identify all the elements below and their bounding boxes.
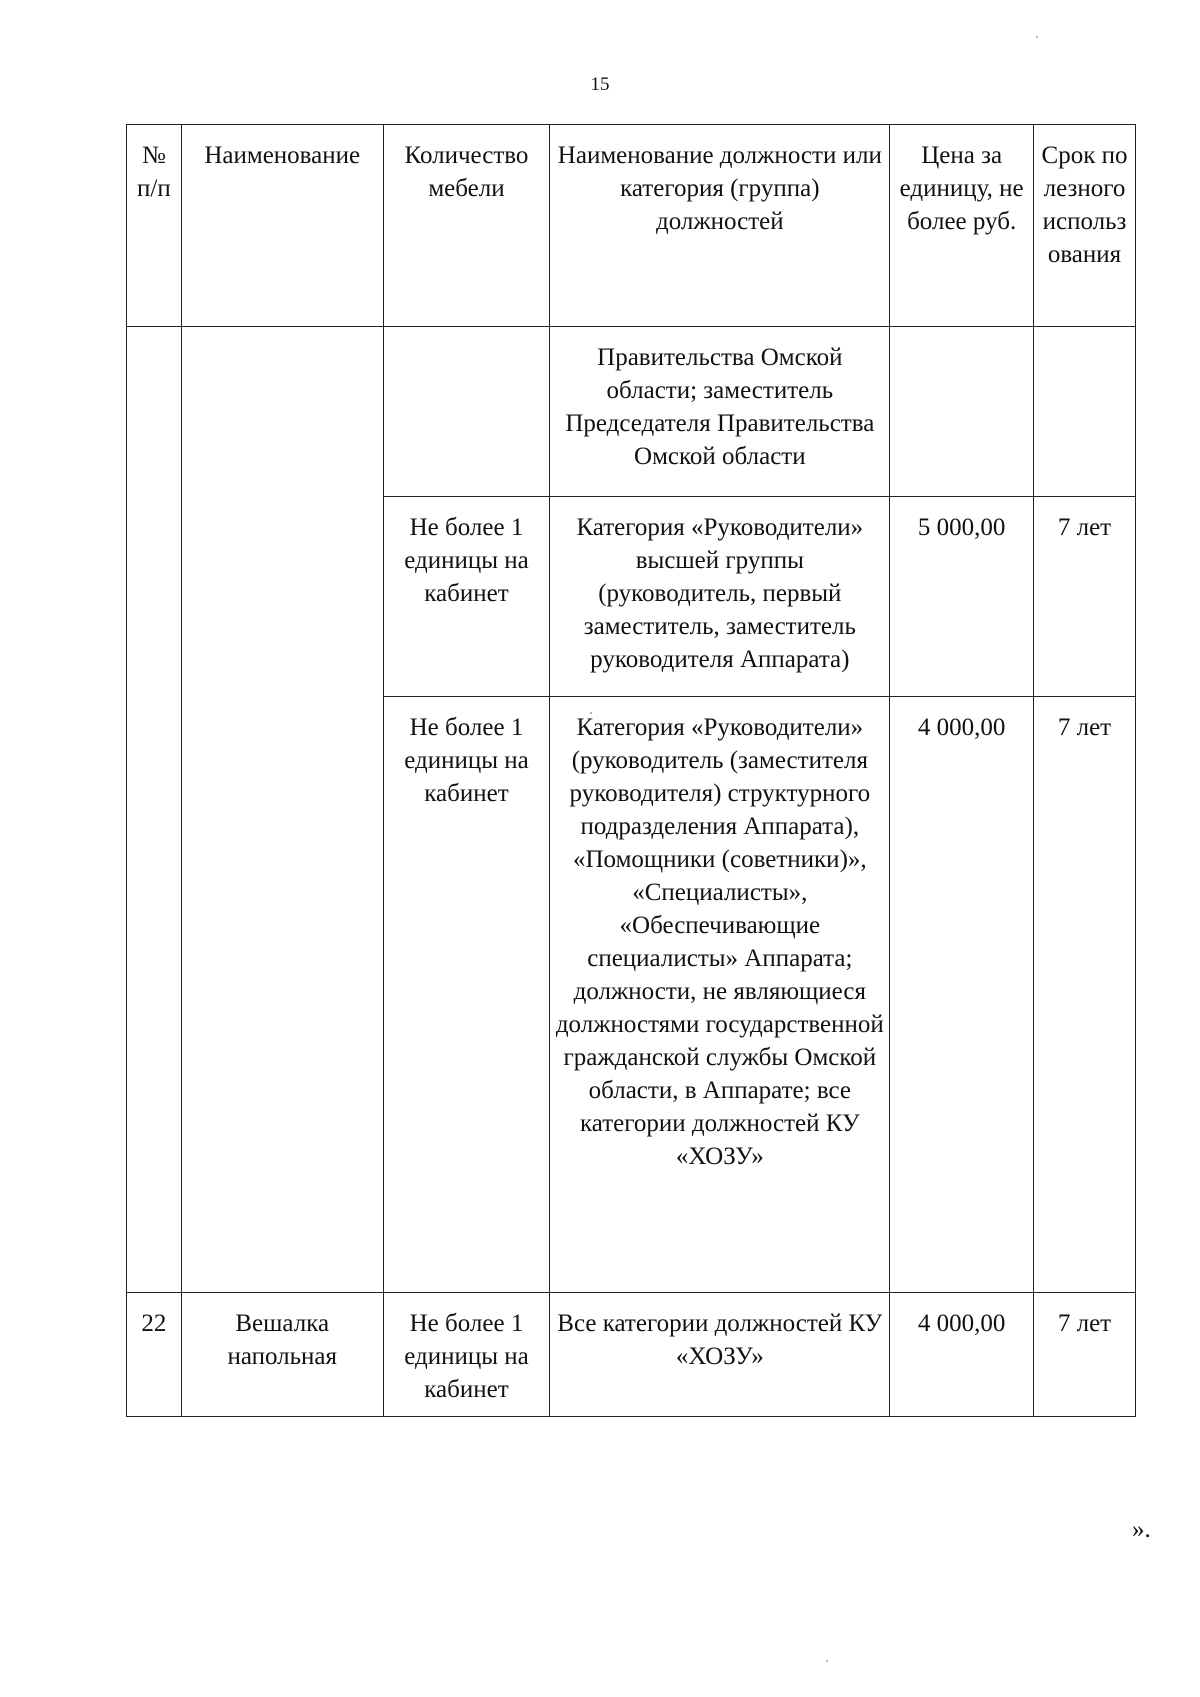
closing-quote-mark: ». bbox=[1132, 1516, 1151, 1543]
cell-number-empty bbox=[127, 327, 182, 1293]
cell-price: 5 000,00 bbox=[890, 497, 1034, 697]
cell-name: Вешалка напольная bbox=[181, 1293, 383, 1417]
cell-quantity: Не более 1 единицы на кабинет bbox=[383, 1293, 550, 1417]
cell-quantity-empty bbox=[383, 327, 550, 497]
page-number: 15 bbox=[590, 74, 610, 95]
table-row-continuation bbox=[127, 327, 1136, 497]
cell-position: Правительства Омской области; заместитель Председателя Правительства Омской области bbox=[550, 327, 890, 497]
header-position: Наименование должности или категория (группа) должностей bbox=[550, 125, 890, 327]
cell-term: 7 лет bbox=[1033, 497, 1135, 697]
cell-term: 7 лет bbox=[1033, 697, 1135, 1293]
table-header-row bbox=[127, 125, 1136, 327]
furniture-norms-table bbox=[126, 124, 1136, 1417]
header-name: Наименование bbox=[181, 125, 383, 327]
cell-price: 4 000,00 bbox=[890, 697, 1034, 1293]
cell-price-empty bbox=[890, 327, 1034, 497]
scan-speck bbox=[590, 712, 592, 714]
scan-speck bbox=[1036, 36, 1038, 38]
cell-name-empty bbox=[181, 327, 383, 1293]
header-quantity: Количество мебели bbox=[383, 125, 550, 327]
table-row bbox=[127, 1293, 1136, 1417]
header-number: № п/п bbox=[127, 125, 182, 327]
cell-number: 22 bbox=[127, 1293, 182, 1417]
cell-position: Категория «Руководители» высшей группы (руководитель, первый заместитель, заместитель руководителя Аппарата) bbox=[550, 497, 890, 697]
header-term: Срок полезного использования bbox=[1033, 125, 1135, 327]
scan-speck bbox=[826, 1660, 828, 1662]
cell-quantity: Не более 1 единицы на кабинет bbox=[383, 697, 550, 1293]
cell-position: Все категории должностей КУ «ХОЗУ» bbox=[550, 1293, 890, 1417]
cell-position: Категория «Руководители» (руководитель (заместителя руководителя) структурного подразделения Аппарата), «Помощники (советники)», «Специалисты», «Обеспечивающие специалисты» Аппарата; должности, не являющиеся должностями государственной гражданской службы Омской области, в Аппарате; все категории должностей КУ «ХОЗУ» bbox=[550, 697, 890, 1293]
cell-term-empty bbox=[1033, 327, 1135, 497]
cell-price: 4 000,00 bbox=[890, 1293, 1034, 1417]
header-price: Цена за единицу, не более руб. bbox=[890, 125, 1034, 327]
cell-quantity: Не более 1 единицы на кабинет bbox=[383, 497, 550, 697]
cell-term: 7 лет bbox=[1033, 1293, 1135, 1417]
